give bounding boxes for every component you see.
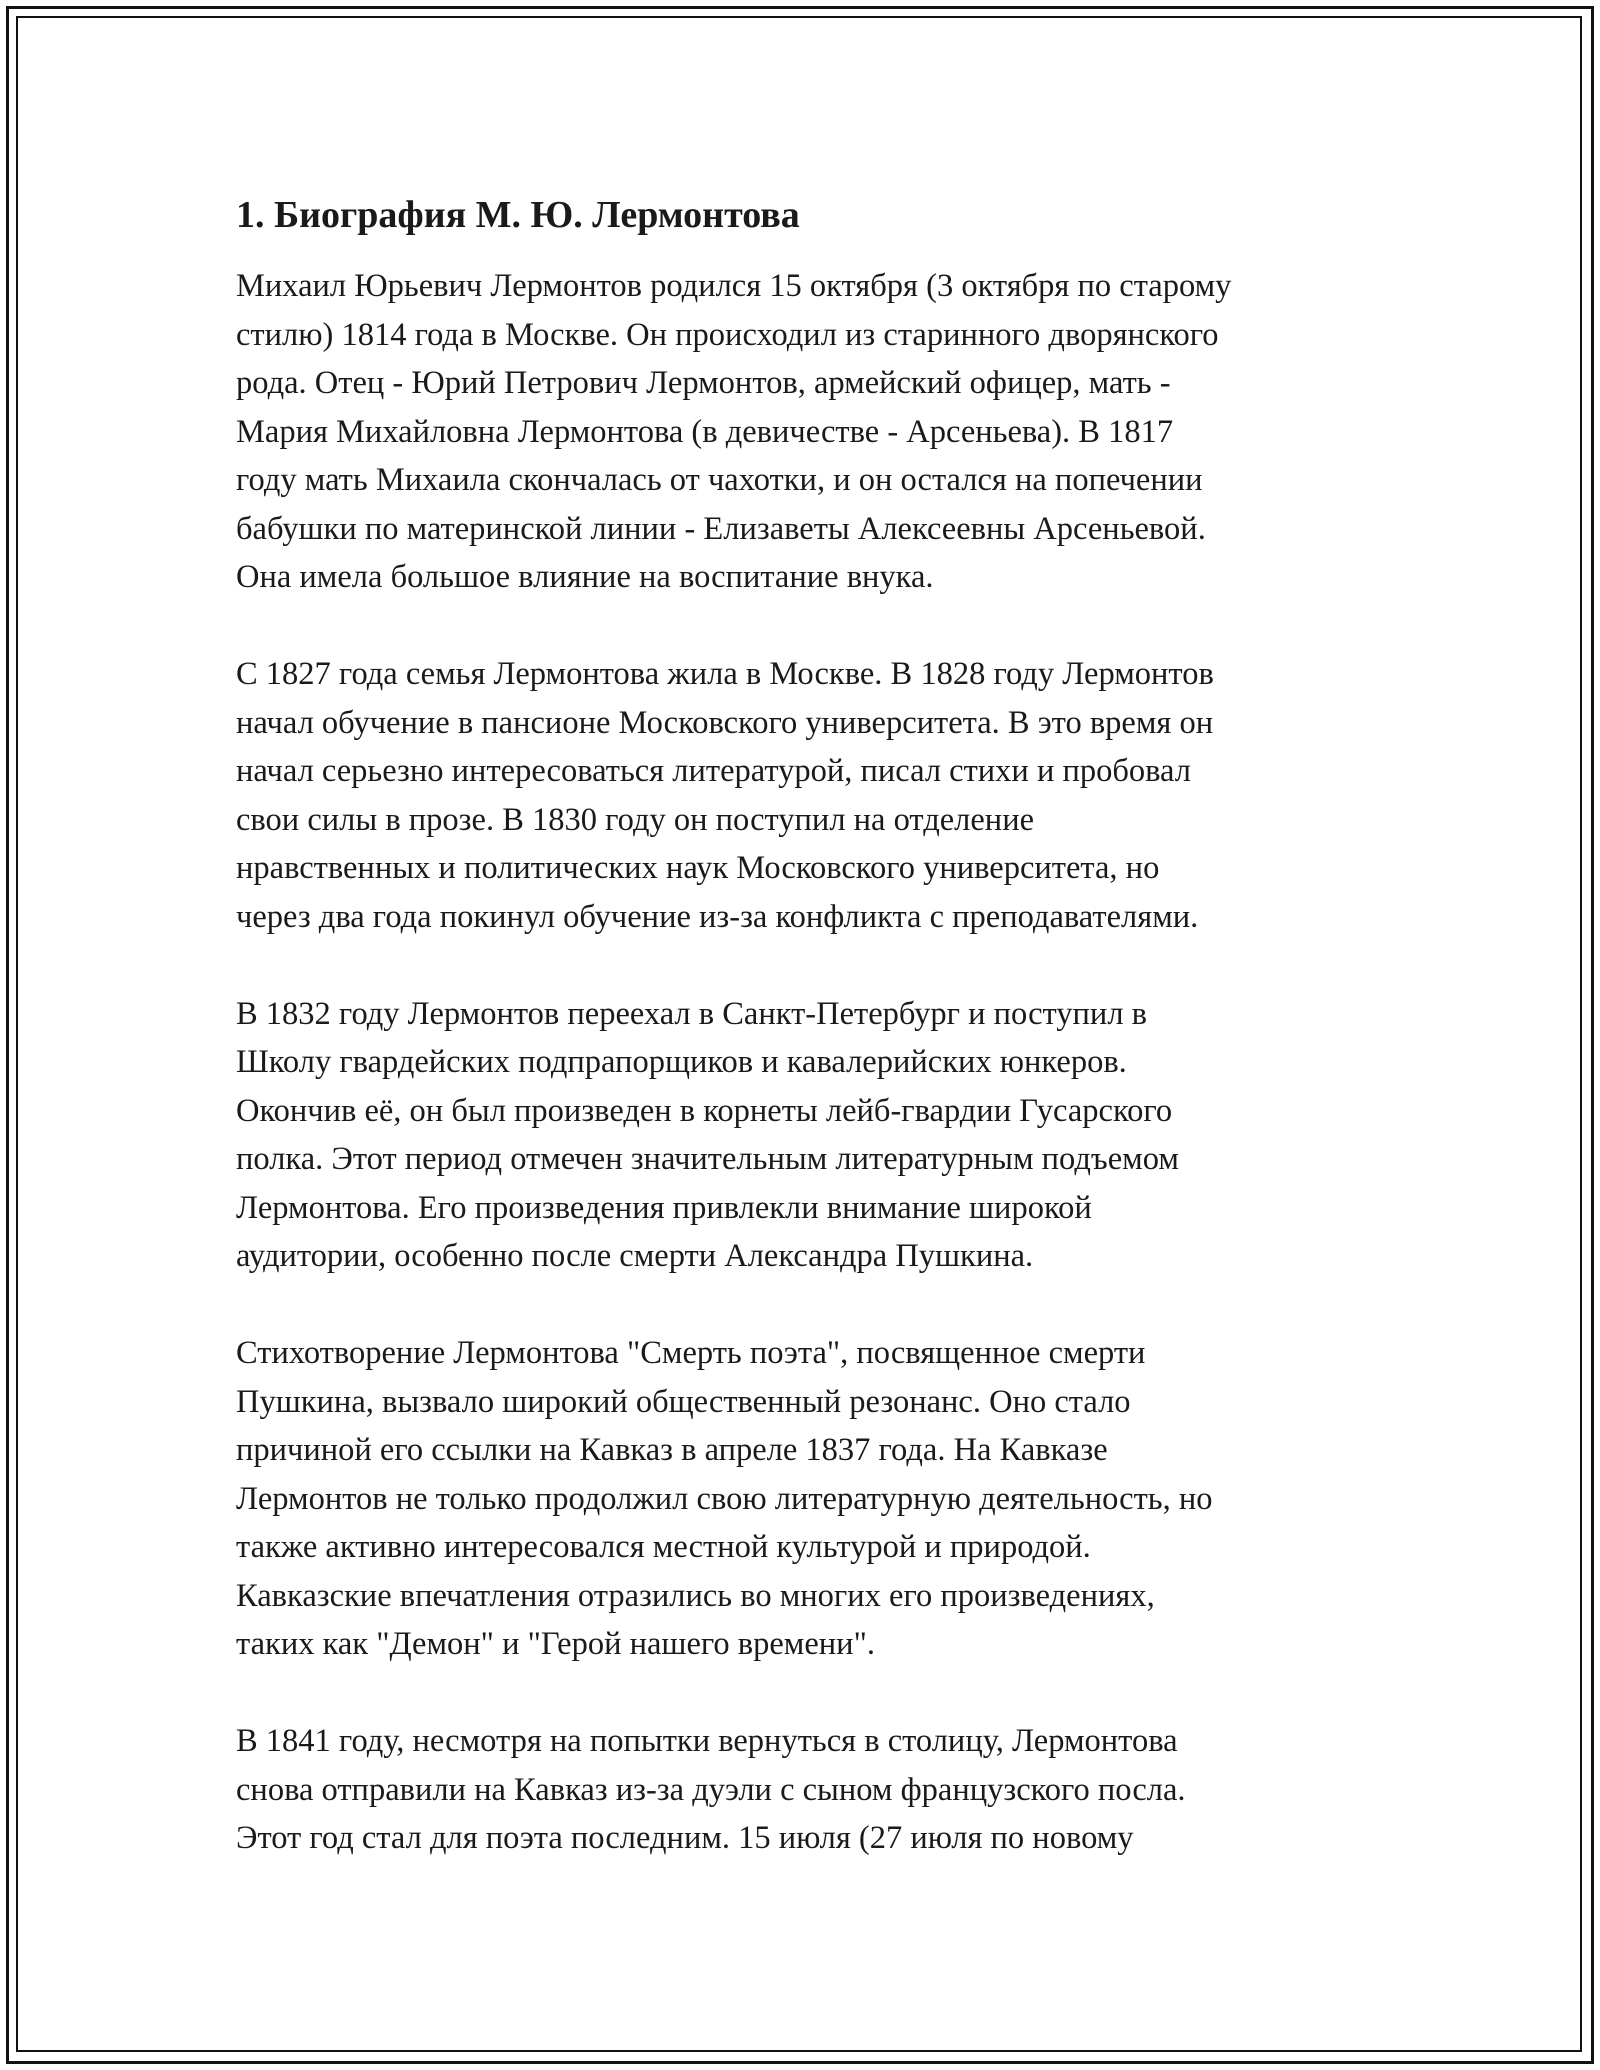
text-line: начал серьезно интересоваться литературой, писал стихи и пробовал xyxy=(236,753,1191,789)
text-line: также активно интересовался местной культурой и природой. xyxy=(236,1529,1091,1565)
text-line: Лермонтов не только продолжил свою литературную деятельность, но xyxy=(236,1480,1213,1517)
text-line: бабушки по материнской линии - Елизаветы Алексеевны Арсеньевой. xyxy=(236,510,1206,547)
text-line: Она имела большое влияние на воспитание внука. xyxy=(236,559,934,595)
section-heading: 1. Биография М. Ю. Лермонтова xyxy=(236,194,800,236)
text-line: свои силы в прозе. В 1830 году он поступил на отделение xyxy=(236,801,1035,838)
text-line: причиной его ссылки на Кавказ в апреле 1837 года. На Кавказе xyxy=(236,1432,1108,1468)
text-line: Лермонтова. Его произведения привлекли внимание широкой xyxy=(236,1189,1092,1226)
text-line: нравственных и политических наук Московского университета, но xyxy=(236,850,1160,886)
text-line: В 1832 году Лермонтов переехал в Санкт-Петербург и поступил в xyxy=(236,995,1148,1032)
text-line: Этот год стал для поэта последним. 15 июля (27 июля по новому xyxy=(236,1820,1134,1856)
text-line: таких как "Демон" и "Герой нашего времени". xyxy=(236,1626,875,1662)
text-line: В 1841 году, несмотря на попытки вернуться в столицу, Лермонтова xyxy=(236,1723,1178,1759)
text-line: полка. Этот период отмечен значительным литературным подъемом xyxy=(236,1141,1179,1177)
paragraph xyxy=(236,990,1386,1281)
paragraph xyxy=(236,1329,1386,1669)
paragraph xyxy=(236,262,1386,602)
text-line: аудитории, особенно после смерти Александра Пушкина. xyxy=(236,1238,1034,1274)
text-line: начал обучение в пансионе Московского университета. В это время он xyxy=(236,704,1214,741)
text-line: Школу гвардейских подпрапорщиков и кавалерийских юнкеров. xyxy=(236,1044,1127,1080)
paragraph xyxy=(236,1717,1386,1863)
text-line: Кавказские впечатления отразились во многих его произведениях, xyxy=(236,1577,1155,1614)
text-line: стилю) 1814 года в Москве. Он происходил из старинного дворянского xyxy=(236,316,1219,353)
document-body xyxy=(236,190,1386,1911)
text-line: году мать Михаила скончалась от чахотки, и он остался на попечении xyxy=(236,462,1203,498)
text-line: через два года покинул обучение из-за конфликта с преподавателями. xyxy=(236,898,1199,935)
text-line: снова отправили на Кавказ из-за дуэли с сыном французского посла. xyxy=(236,1771,1186,1808)
text-line: рода. Отец - Юрий Петрович Лермонтов, армейский офицер, мать - xyxy=(236,365,1171,401)
text-line: С 1827 года семья Лермонтова жила в Москве. В 1828 году Лермонтов xyxy=(236,656,1214,692)
text-line: Михаил Юрьевич Лермонтов родился 15 октября (3 октября по старому xyxy=(236,268,1232,304)
text-line: Стихотворение Лермонтова "Смерть поэта", посвященное смерти xyxy=(236,1335,1146,1371)
paragraph xyxy=(236,650,1386,941)
text-line: Пушкина, вызвало широкий общественный резонанс. Оно стало xyxy=(236,1383,1131,1420)
text-line: Окончив её, он был произведен в корнеты лейб-гвардии Гусарского xyxy=(236,1092,1173,1129)
paragraph-list xyxy=(236,262,1386,1863)
text-line: Мария Михайловна Лермонтова (в девичестве - Арсеньева). В 1817 xyxy=(236,413,1174,450)
